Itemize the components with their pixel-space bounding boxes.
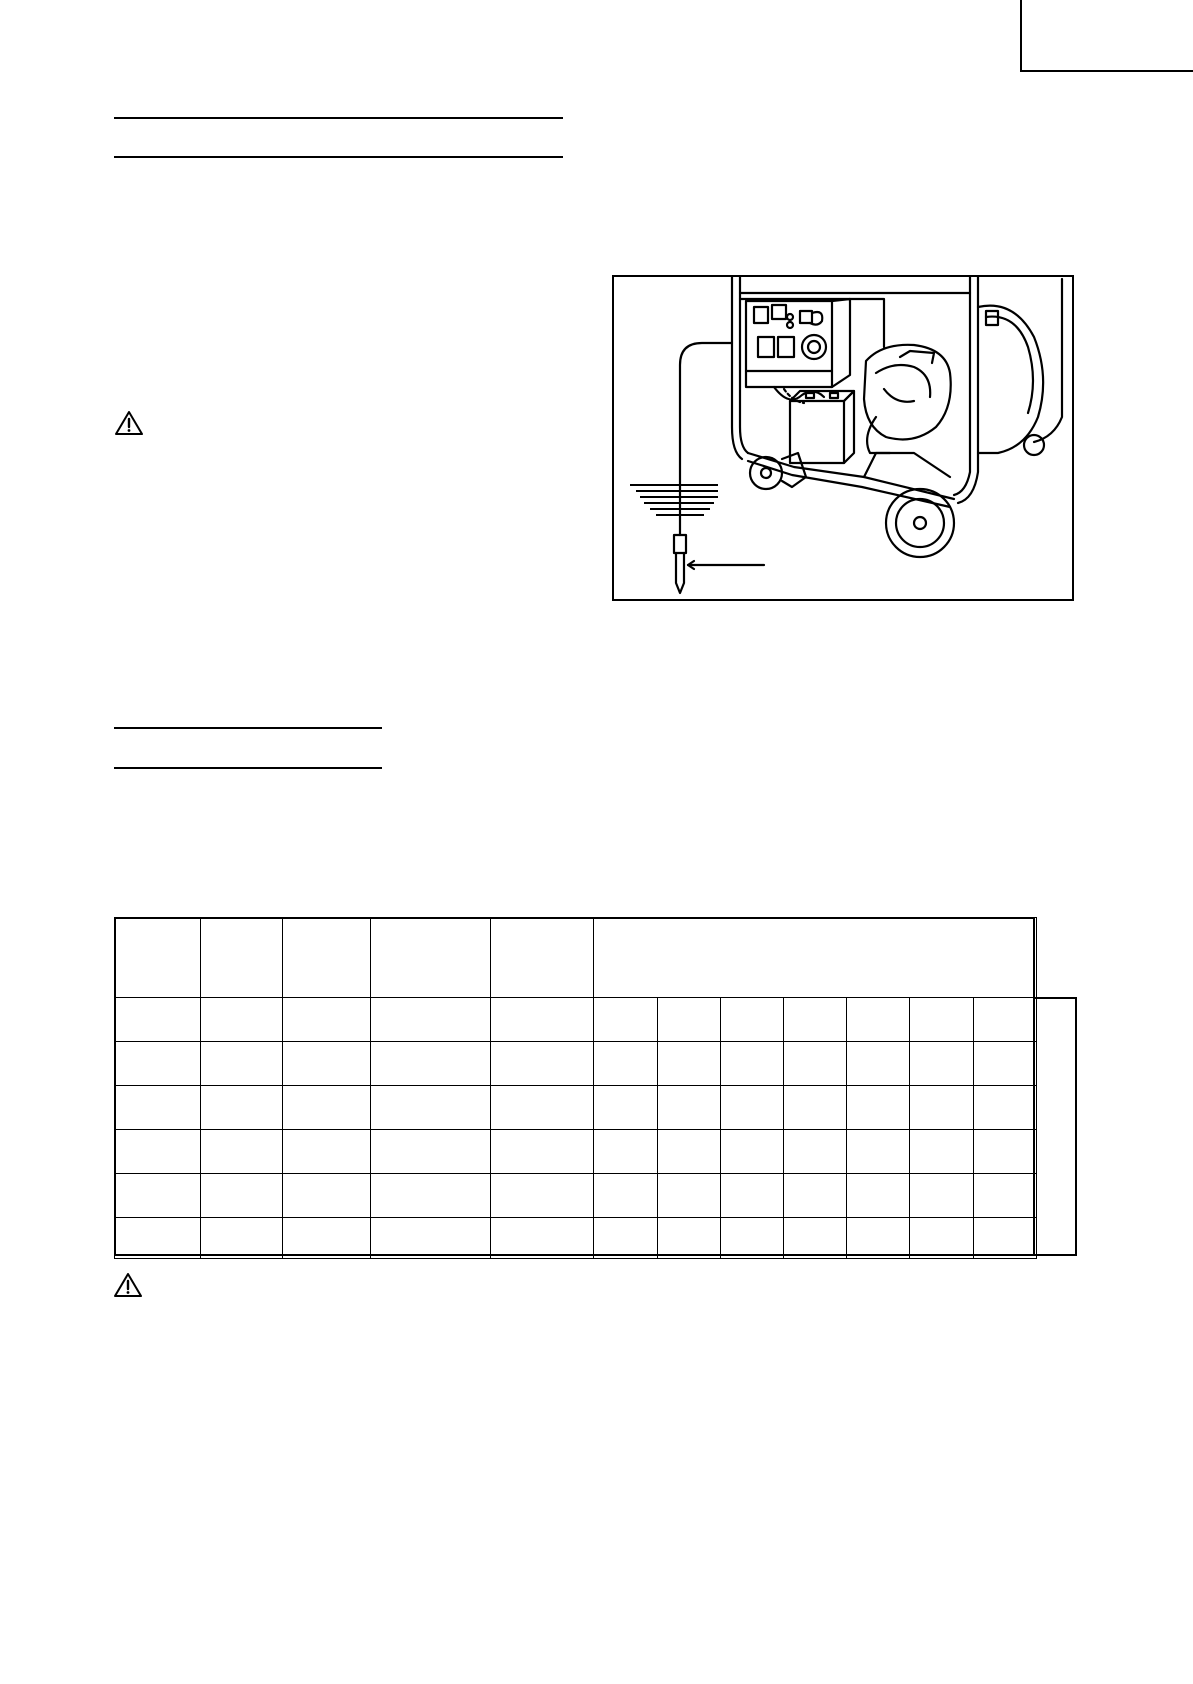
table-row — [115, 1218, 1037, 1259]
table-cell — [658, 998, 721, 1042]
table-cell — [784, 1042, 847, 1086]
table-cell — [974, 998, 1037, 1042]
table-cell — [491, 1174, 594, 1218]
header-cell-span — [594, 918, 1037, 998]
table-cell — [721, 1086, 784, 1130]
header-cell — [201, 918, 283, 998]
table-cell — [974, 1130, 1037, 1174]
table-cell — [115, 1042, 201, 1086]
table-cell — [910, 1042, 974, 1086]
table-cell — [371, 1086, 491, 1130]
table-cell — [201, 1130, 283, 1174]
table-cell — [658, 1042, 721, 1086]
heading-rule-bottom — [114, 156, 563, 158]
table-cell — [974, 1218, 1037, 1259]
warning-triangle-icon — [114, 410, 144, 436]
table-row — [115, 1086, 1037, 1130]
table-cell — [201, 1174, 283, 1218]
table-cell — [371, 1218, 491, 1259]
table-cell — [910, 1218, 974, 1259]
table-cell — [721, 1130, 784, 1174]
table-cell — [371, 1042, 491, 1086]
table-cell — [784, 1218, 847, 1259]
warning-triangle-icon — [113, 1272, 143, 1298]
table-cell — [594, 1042, 658, 1086]
table-cell — [847, 1130, 910, 1174]
table-cell — [594, 1130, 658, 1174]
table-cell — [721, 1218, 784, 1259]
table-cell — [784, 998, 847, 1042]
table-cell — [910, 1086, 974, 1130]
table-cell — [371, 998, 491, 1042]
table-cell — [115, 1086, 201, 1130]
table-cell — [283, 1174, 371, 1218]
table-cell — [283, 1130, 371, 1174]
header-cell — [283, 918, 371, 998]
table-cell — [910, 1174, 974, 1218]
table-cell — [721, 1174, 784, 1218]
heading-rule-bottom — [114, 767, 382, 769]
table-cell — [910, 1130, 974, 1174]
generator-illustration — [614, 277, 1072, 599]
table-cell — [974, 1042, 1037, 1086]
table-header-row — [115, 918, 1037, 998]
table-cell — [974, 1174, 1037, 1218]
table-cell — [491, 1086, 594, 1130]
table-cell — [910, 998, 974, 1042]
table-cell — [283, 1218, 371, 1259]
table-cell — [491, 1130, 594, 1174]
table-cell — [371, 1130, 491, 1174]
specification-table — [114, 917, 1037, 1259]
table-cell — [658, 1130, 721, 1174]
page-number-tab — [1020, 0, 1193, 72]
table-cell — [491, 1218, 594, 1259]
table-cell — [784, 1086, 847, 1130]
table-cell — [594, 1218, 658, 1259]
table-cell — [115, 998, 201, 1042]
table-cell — [658, 1218, 721, 1259]
table-cell — [115, 1218, 201, 1259]
table-cell — [201, 998, 283, 1042]
table-cell — [283, 998, 371, 1042]
table-cell — [658, 1086, 721, 1130]
table-cell — [784, 1130, 847, 1174]
table-cell — [847, 1042, 910, 1086]
header-cell — [491, 918, 594, 998]
table-cell — [201, 1086, 283, 1130]
table-cell — [115, 1130, 201, 1174]
table-row — [115, 998, 1037, 1042]
generator-grounding-figure — [612, 275, 1074, 601]
table-cell — [491, 998, 594, 1042]
table-cell — [847, 1174, 910, 1218]
table-cell — [283, 1086, 371, 1130]
table-cell — [201, 1218, 283, 1259]
table-side-bracket — [1035, 997, 1077, 1256]
header-cell — [371, 918, 491, 998]
table-row — [115, 1130, 1037, 1174]
table-cell — [847, 998, 910, 1042]
table-cell — [594, 1086, 658, 1130]
table-cell — [594, 998, 658, 1042]
table-cell — [721, 1042, 784, 1086]
table-cell — [658, 1174, 721, 1218]
heading-rule-top — [114, 117, 563, 119]
table-cell — [847, 1218, 910, 1259]
table-cell — [847, 1086, 910, 1130]
table-row — [115, 1174, 1037, 1218]
table-cell — [721, 998, 784, 1042]
table-cell — [371, 1174, 491, 1218]
heading-rule-top — [114, 727, 382, 729]
table-cell — [974, 1086, 1037, 1130]
table-cell — [491, 1042, 594, 1086]
table-cell — [283, 1042, 371, 1086]
table-cell — [201, 1042, 283, 1086]
table-cell — [784, 1174, 847, 1218]
table-cell — [115, 1174, 201, 1218]
header-cell — [115, 918, 201, 998]
table-row — [115, 1042, 1037, 1086]
table-cell — [594, 1174, 658, 1218]
